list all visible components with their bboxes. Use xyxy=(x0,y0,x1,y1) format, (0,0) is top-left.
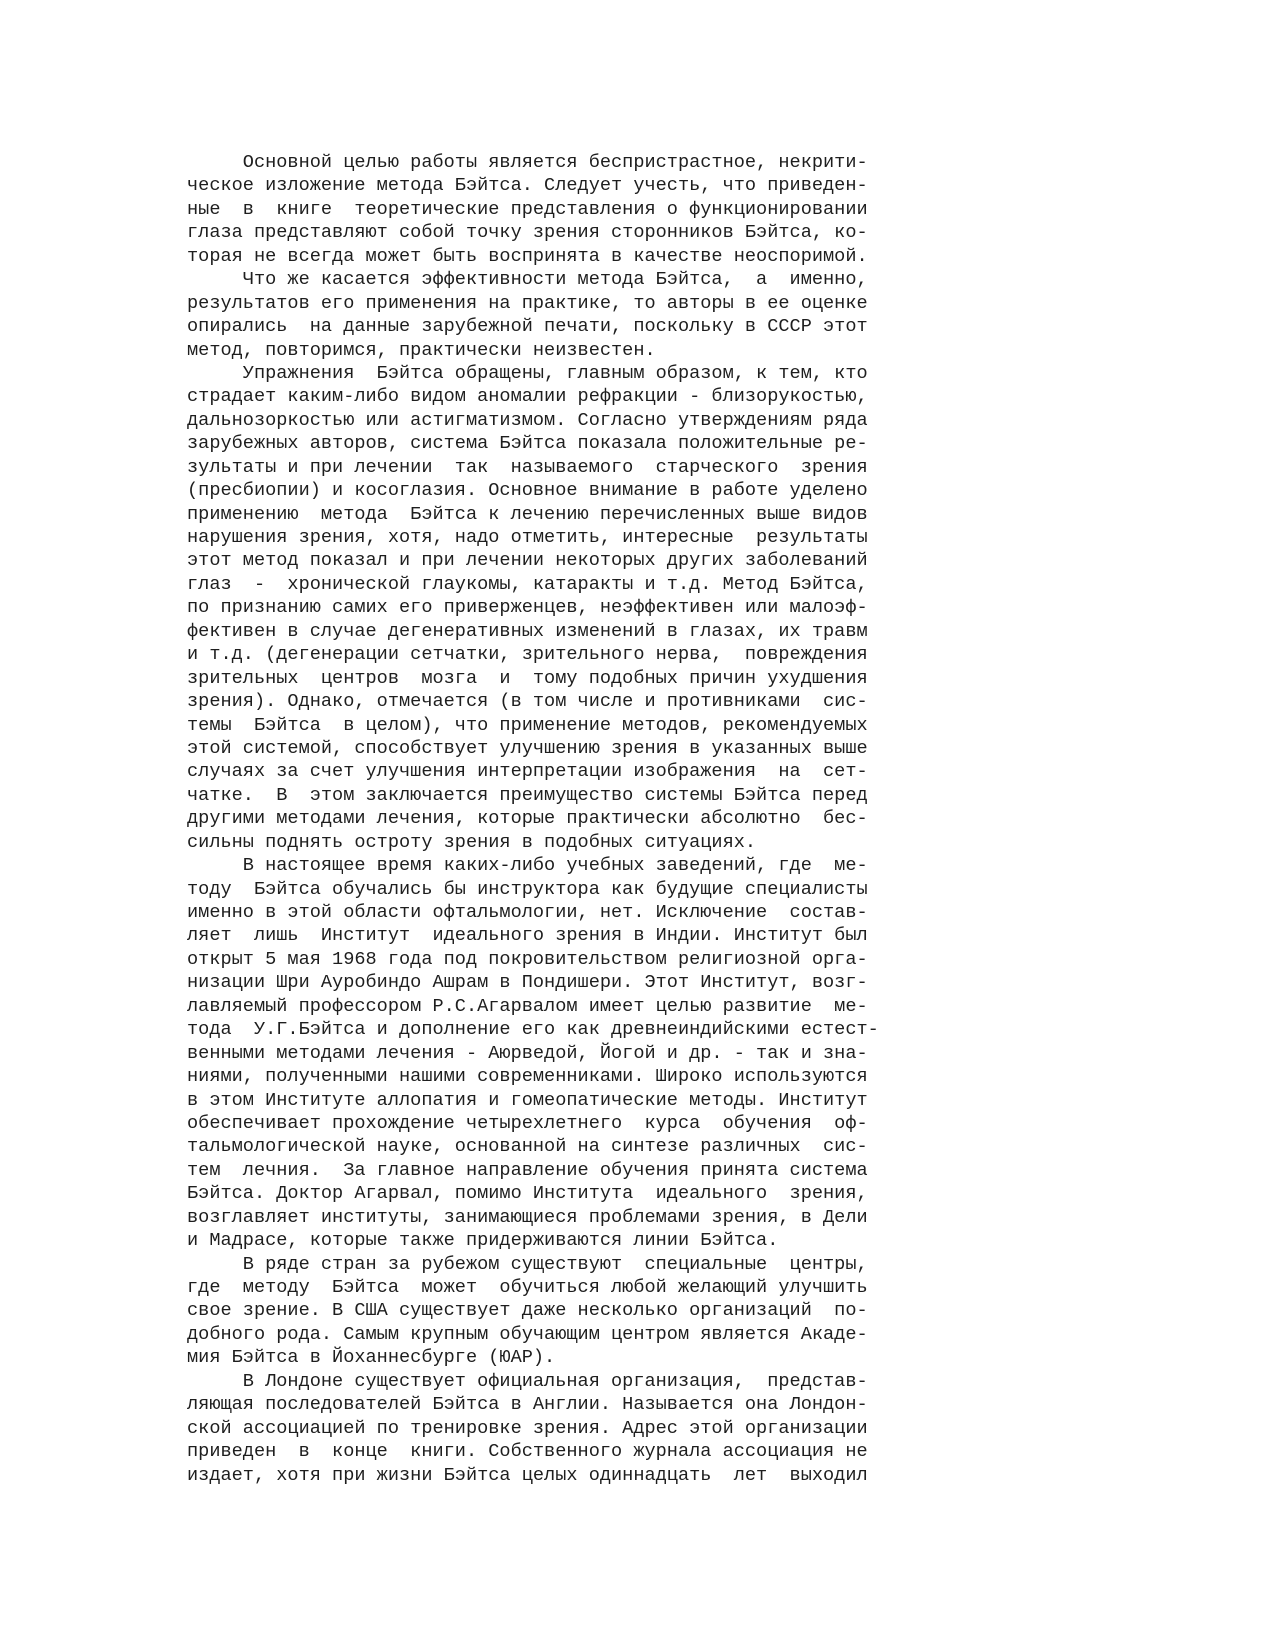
text-line: торая не всегда может быть воспринята в качестве неоспоримой. xyxy=(187,245,868,267)
text-line: где методу Бэйтса может обучиться любой желающий улучшить xyxy=(187,1277,868,1298)
text-line: добного рода. Самым крупным обучающим центром является Акаде- xyxy=(187,1323,868,1345)
text-line: глаз - хронической глаукомы, катаракты и т.д. Метод Бэйтса, xyxy=(187,573,868,595)
text-line: обеспечивает прохождение четырехлетнего курса обучения оф- xyxy=(187,1112,868,1134)
text-line: опирались на данные зарубежной печати, поскольку в СССР этот xyxy=(187,316,868,338)
text-line: другими методами лечения, которые практически абсолютно бес- xyxy=(187,808,868,830)
text-line: нарушения зрения, хотя, надо отметить, интересные результаты xyxy=(187,527,868,548)
text-line: Бэйтса. Доктор Агарвал, помимо Института идеального зрения, xyxy=(187,1183,868,1205)
text-line: свое зрение. В США существует даже несколько организаций по- xyxy=(187,1300,868,1322)
text-line: ляющая последователей Бэйтса в Англии. Называется она Лондон- xyxy=(187,1394,868,1416)
text-line: тоду Бэйтса обучались бы инструктора как будущие специалисты xyxy=(187,878,868,900)
text-line: В ряде стран за рубежом существуют специальные центры, xyxy=(187,1253,868,1275)
text-line: тальмологической науке, основанной на синтезе различных сис- xyxy=(187,1136,868,1158)
text-line: Основной целью работы является беспристрастное, некрити- xyxy=(187,152,868,173)
text-line: возглавляет институты, занимающиеся проблемами зрения, в Дели xyxy=(187,1206,868,1228)
text-line: зарубежных авторов, система Бэйтса показала положительные ре- xyxy=(187,433,868,455)
text-line: и Мадрасе, которые также придерживаются линии Бэйтса. xyxy=(187,1230,779,1252)
text-line: приведен в конце книги. Собственного журнала ассоциация не xyxy=(187,1441,868,1463)
text-line: страдает каким-либо видом аномалии рефракции - близорукостью, xyxy=(187,386,868,408)
text-line: мия Бэйтса в Йоханнесбурге (ЮАР). xyxy=(187,1347,556,1369)
text-line: В настоящее время каких-либо учебных заведений, где ме- xyxy=(187,855,868,877)
text-line: применению метода Бэйтса к лечению перечисленных выше видов xyxy=(187,503,868,525)
text-line: тода У.Г.Бэйтса и дополнение его как древнеиндийскими естест- xyxy=(187,1019,879,1041)
text-line: сильны поднять остроту зрения в подобных ситуациях. xyxy=(187,831,757,853)
text-line: дальнозоркостью или астигматизмом. Согласно утверждениям ряда xyxy=(187,409,868,431)
text-line: результатов его применения на практике, то авторы в ее оценке xyxy=(187,292,868,314)
text-line: открыт 5 мая 1968 года под покровительством религиозной орга- xyxy=(187,948,868,970)
text-line: венными методами лечения - Аюрведой, Йогой и др. - так и зна- xyxy=(187,1042,868,1064)
text-line: случаях за счет улучшения интерпретации изображения на сет- xyxy=(187,761,868,783)
text-line: ляет лишь Институт идеального зрения в Индии. Институт был xyxy=(187,925,868,947)
body-text xyxy=(187,151,967,1487)
text-line: темы Бэйтса в целом), что применение методов, рекомендуемых xyxy=(187,714,868,736)
text-line: чатке. В этом заключается преимущество системы Бэйтса перед xyxy=(187,784,868,806)
text-line: и т.д. (дегенерации сетчатки, зрительного нерва, повреждения xyxy=(187,644,868,666)
text-line: зрения). Однако, отмечается (в том числе и противниками сис- xyxy=(187,691,868,713)
text-line: тем лечния. За главное направление обучения принята система xyxy=(187,1159,868,1181)
text-line: Упражнения Бэйтса обращены, главным образом, к тем, кто xyxy=(187,362,868,384)
text-line: метод, повторимся, практически неизвестен. xyxy=(187,339,656,361)
text-line: зультаты и при лечении так называемого старческого зрения xyxy=(187,456,868,478)
text-line: В Лондоне существует официальная организация, представ- xyxy=(187,1370,868,1392)
text-line: лавляемый профессором Р.С.Агарвалом имеет целью развитие ме- xyxy=(187,995,868,1017)
text-line: Что же касается эффективности метода Бэйтса, а именно, xyxy=(187,269,868,291)
text-line: ниями, полученными нашими современниками. Широко используются xyxy=(187,1066,868,1088)
text-line: издает, хотя при жизни Бэйтса целых одиннадцать лет выходил xyxy=(187,1464,868,1486)
text-line: ные в книге теоретические представления о функционировании xyxy=(187,198,868,220)
text-line: глаза представляют собой точку зрения сторонников Бэйтса, ко- xyxy=(187,222,868,244)
text-line: зрительных центров мозга и тому подобных причин ухудшения xyxy=(187,667,868,689)
text-line: в этом Институте аллопатия и гомеопатические методы. Институт xyxy=(187,1089,868,1111)
text-line: именно в этой области офтальмологии, нет. Исключение состав- xyxy=(187,902,868,923)
text-line: (пресбиопии) и косоглазия. Основное внимание в работе уделено xyxy=(187,480,868,502)
text-line: этот метод показал и при лечении некоторых других заболеваний xyxy=(187,550,868,572)
text-line: фективен в случае дегенеративных изменений в глазах, их травм xyxy=(187,620,868,642)
text-line: низации Шри Ауробиндо Ашрам в Пондишери. Этот Институт, возг- xyxy=(187,972,868,994)
text-line: по признанию самих его приверженцев, неэффективен или малоэф- xyxy=(187,597,868,619)
text-line: этой системой, способствует улучшению зрения в указанных выше xyxy=(187,737,868,759)
text-line: ческое изложение метода Бэйтса. Следует учесть, что приведен- xyxy=(187,175,868,197)
text-line: ской ассоциацией по тренировке зрения. Адрес этой организации xyxy=(187,1417,868,1439)
